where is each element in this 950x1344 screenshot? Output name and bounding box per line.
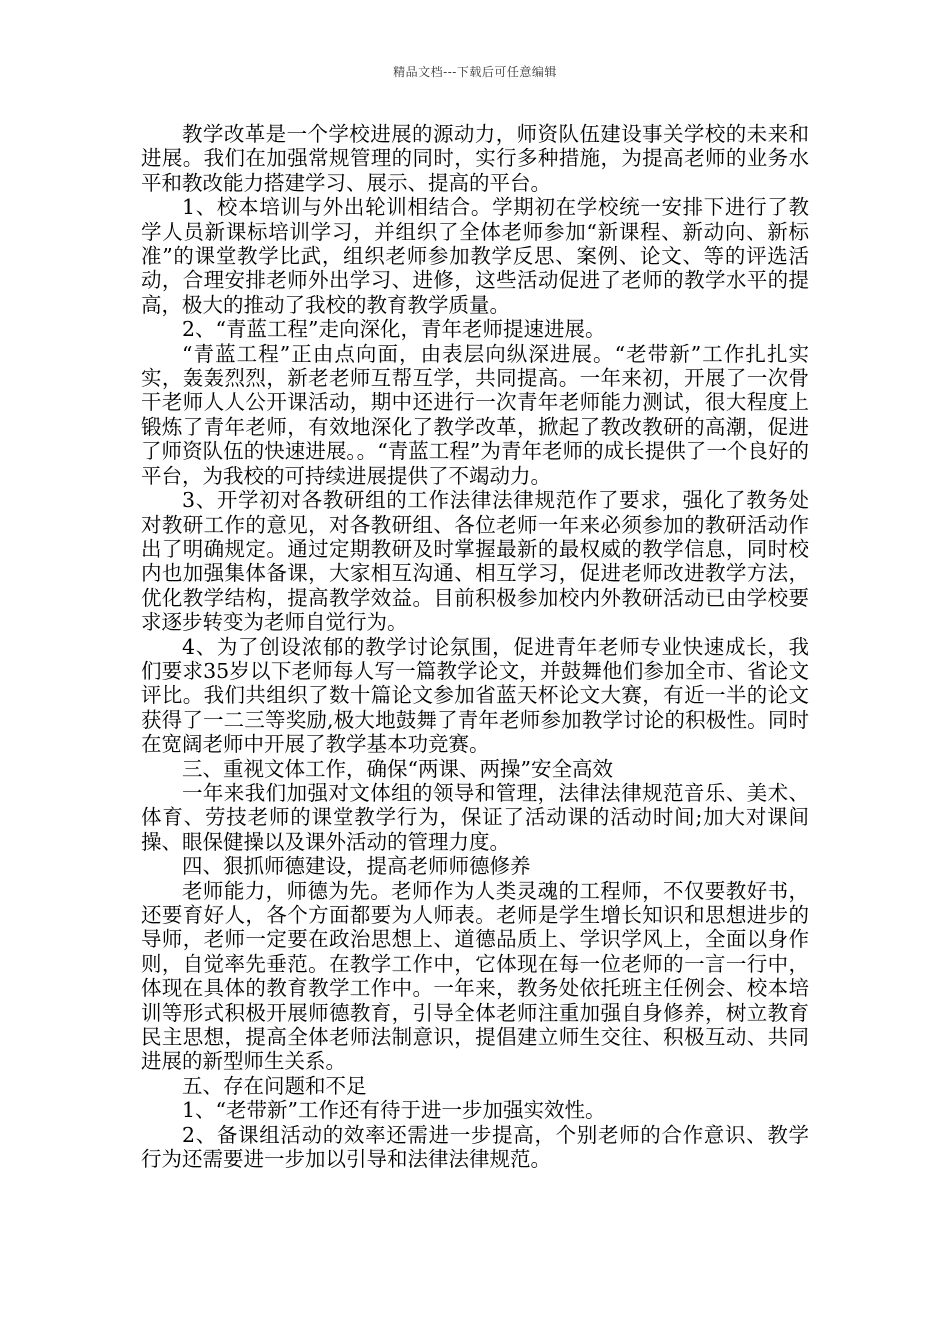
paragraph-issue-2: 2、备课组活动的效率还需进一步提高，个别老师的合作意识、教学行为还需要进一步加以引导和法律法律规范。 [141, 1122, 809, 1172]
page-header: 精品文档---下载后可任意编辑 [393, 65, 557, 79]
paragraph-section-4-body: 老师能力，师德为先。老师作为人类灵魂的工程师，不仅要教好书，还要育好人，各个方面都要为人师表。老师是学生增长知识和思想进步的导师，老师一定要在政治思想上、道德品质上、学识学风上，全面以身作则，自觉率先垂范。在教学工作中，它体现在每一位老师的一言一行中，体现在具体的教育教学工作中。一年来，教务处依托班主任例会、校本培训等形式积极开展师德教育，引导全体老师注重加强自身修养，树立教育民主思想，提高全体老师法制意识，提倡建立师生交往、积极互动、共同进展的新型师生关系。 [141, 878, 809, 1074]
paragraph-item-2-body: “青蓝工程”正由点向面，由表层向纵深进展。“老带新”工作扎扎实实，轰轰烈烈，新老老师互帮互学，共同提高。一年来初，开展了一次骨干老师人人公开课活动，期中还进行一次青年老师能力测试，很大程度上锻炼了青年老师，有效地深化了教学改革，掀起了教改教研的高潮，促进了师资队伍的快速进展。。“青蓝工程”为青年老师的成长提供了一个良好的平台，为我校的可持续进展提供了不竭动力。 [141, 341, 809, 488]
paragraph-issue-1: 1、“老带新”工作还有待于进一步加强实效性。 [182, 1098, 606, 1123]
section-heading-4: 四、狠抓师德建设，提高老师师德修养 [182, 854, 531, 879]
paragraph-item-2-heading: 2、“青蓝工程”走向深化，青年老师提速进展。 [182, 317, 606, 342]
paragraph-item-4: 4、为了创设浓郁的教学讨论氛围，促进青年老师专业快速成长，我们要求35岁以下老师每人写一篇教学论文，并鼓舞他们参加全市、省论文评比。我们共组织了数十篇论文参加省蓝天杯论文大赛，有近一半的论文获得了一二三等奖励,极大地鼓舞了青年老师参加教学讨论的积极性。同时在宽阔老师中开展了教学基本功竞赛。 [141, 634, 809, 757]
paragraph-item-3: 3、开学初对各教研组的工作法律法律规范作了要求，强化了教务处对教研工作的意见，对各教研组、各位老师一年来必须参加的教研活动作出了明确规定。通过定期教研及时掌握最新的最权威的教学信息，同时校内也加强集体备课，大家相互沟通、相互学习，促进老师改进教学方法，优化教学结构，提高教学效益。目前积极参加校内外教研活动已由学校要求逐步转变为老师自觉行为。 [141, 488, 809, 635]
document-body [141, 122, 809, 1171]
paragraph-intro: 教学改革是一个学校进展的源动力，师资队伍建设事关学校的未来和进展。我们在加强常规管理的同时，实行多种措施，为提高老师的业务水平和教改能力搭建学习、展示、提高的平台。 [141, 122, 809, 195]
section-heading-5: 五、存在问题和不足 [182, 1073, 367, 1098]
paragraph-item-1: 1、校本培训与外出轮训相结合。学期初在学校统一安排下进行了教学人员新课标培训学习，并组织了全体老师参加“新课程、新动向、新标准”的课堂教学比武，组织老师参加教学反思、案例、论文、等的评选活动，合理安排老师外出学习、进修，这些活动促进了老师的教学水平的提高，极大的推动了我校的教育教学质量。 [141, 195, 809, 317]
paragraph-section-3-body: 一年来我们加强对文体组的领导和管理，法律法律规范音乐、美术、体育、劳技老师的课堂教学行为，保证了活动课的活动时间;加大对课间操、眼保健操以及课外活动的管理力度。 [141, 780, 809, 854]
section-heading-3: 三、重视文体工作，确保“两课、两操”安全高效 [182, 756, 613, 781]
